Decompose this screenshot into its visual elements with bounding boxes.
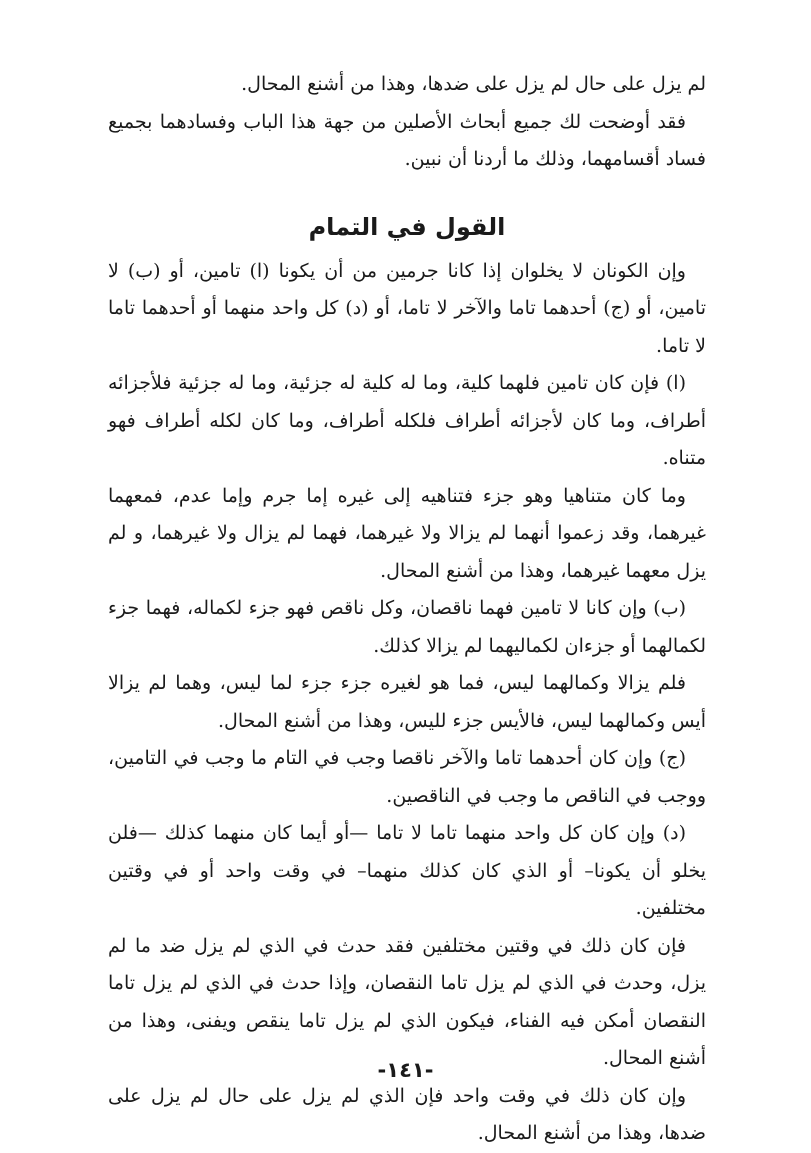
paragraph-5: فلم يزالا وكمالهما ليس، فما هو لغيره جزء جزء لما ليس، وهما لم يزالا أيس وكمالهما ليس، فالأيس جزء لليس، وهذا من أشنع المحال.: [108, 672, 706, 732]
page-number: -١٤١-: [377, 1058, 434, 1082]
paragraph-continuation: لم يزل على حال لم يزل على ضدها، وهذا من أشنع المحال.: [241, 73, 706, 95]
paragraph-3: وما كان متناهيا وهو جزء فتناهيه إلى غيره إما جرم وإما عدم، فمعهما غيرهما، وقد زعموا أنهما لم يزالا ولا غيرهما، فهما لم يزال ولا غيرهما، و لم يزل معهما غيرهما، وهذا من أشنع المحال.: [108, 484, 706, 582]
section-heading: القول في التمام: [308, 212, 506, 241]
paragraph-6: (ج) وإن كان أحدهما تاما والآخر ناقصا وجب في التام ما وجب في التامين، ووجب في الناقص ما وجب في الناقصين.: [108, 747, 706, 807]
paragraph-8: فإن كان ذلك في وقتين مختلفين فقد حدث في الذي لم يزل ضد ما لم يزل، وحدث في الذي لم يزل تاما النقصان، وإذا حدث في الذي لم يزل تاما النقصان أمكن فيه الفناء، فيكون الذي لم يزل تاما ينقص ويفنى، وهذا من أشنع المحال.: [108, 934, 706, 1069]
paragraph-9: وإن كان ذلك في وقت واحد فإن الذي لم يزل على حال لم يزل على ضدها، وهذا من أشنع المحال.: [108, 1084, 706, 1144]
paragraph-1: وإن الكونان لا يخلوان إذا كانا جرمين من أن يكونا (ا) تامين، أو (ب) لا تامين، أو (ج) أحدهما تاما والآخر لا تاما، أو (د) كل واحد منهما أو أحدهما تاما لا تاما.: [108, 259, 706, 357]
paragraph-4: (ب) وإن كانا لا تامين فهما ناقصان، وكل ناقص فهو جزء لكماله، فهما جزء لكمالهما أو جزءان لكماليهما لم يزالا كذلك.: [108, 597, 706, 657]
paragraph-2: (ا) فإن كان تامين فلهما كلية، وما له كلية له جزئية، وما له جزئية فلأجزائه أطراف، وما كان لأجزائه أطراف فلكله أطراف، وما كان لكله أطراف فهو متناه.: [108, 372, 706, 469]
paragraph-7: (د) وإن كان كل واحد منهما تاما لا تاما —أو أيما كان منهما كذلك —فلن يخلو أن يكونا– أو الذي كان كذلك منهما– في وقت واحد أو في وقتين مختلفين.: [108, 822, 706, 919]
paragraph-summary: فقد أوضحت لك جميع أبحاث الأصلين من جهة هذا الباب وفسادهما بجميع فساد أقسامهما، وذلك ما أردنا أن نبين.: [108, 110, 706, 170]
